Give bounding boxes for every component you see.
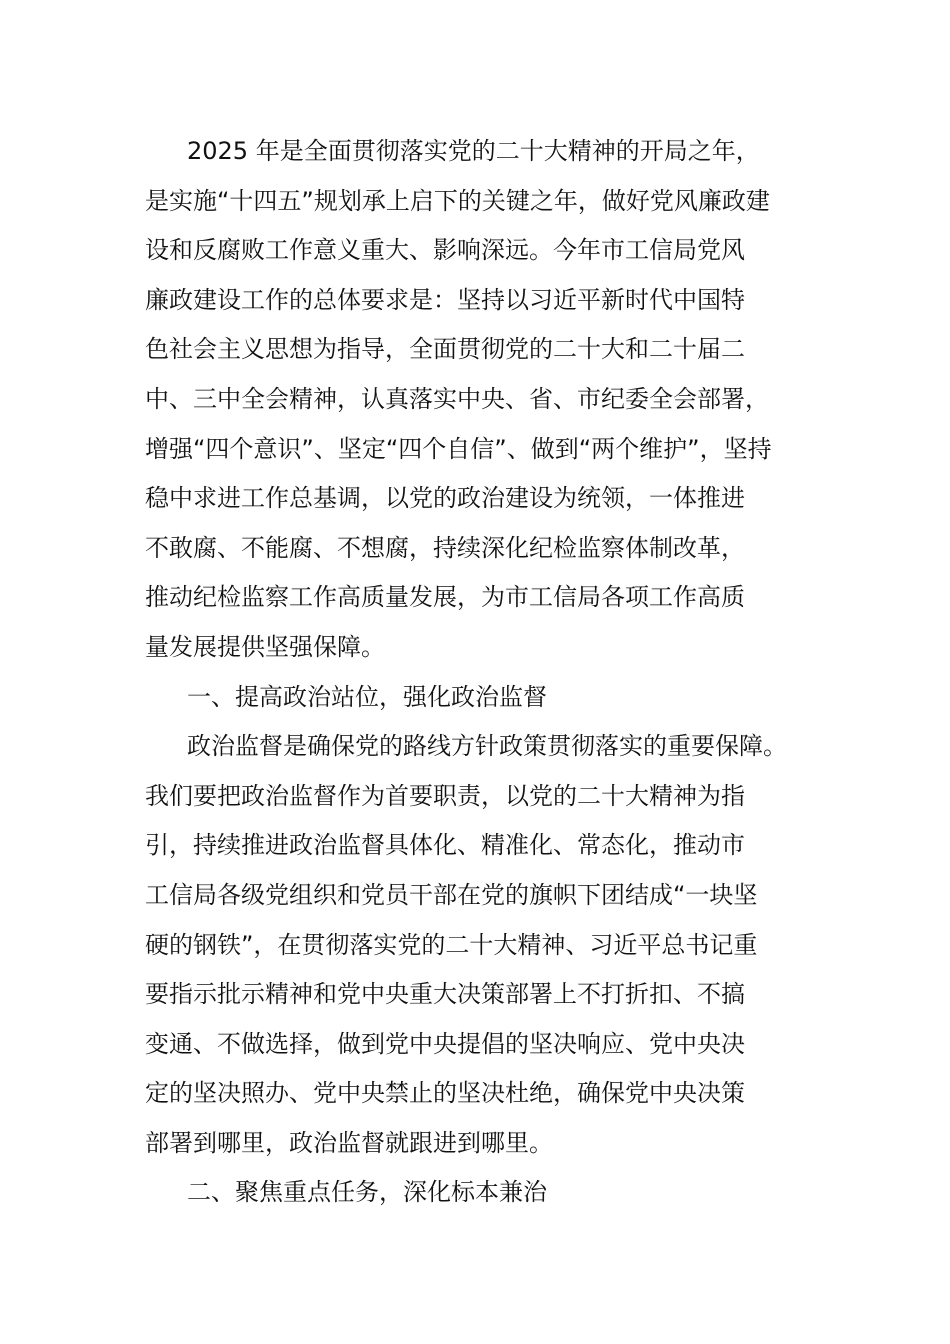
paragraph-2-line-4: 工信局各级党组织和党员干部在党的旗帜下团结成“一块坚 bbox=[145, 880, 758, 909]
paragraph-2-line-5: 硬的钢铁”，在贯彻落实党的二十大精神、习近平总书记重 bbox=[145, 930, 758, 959]
paragraph-1-line-2: 是实施“十四五”规划承上启下的关键之年，做好党风廉政建 bbox=[145, 186, 770, 215]
paragraph-2-line-9: 部署到哪里，政治监督就跟进到哪里。 bbox=[145, 1128, 553, 1157]
section-heading-2: 二、聚焦重点任务，深化标本兼治 bbox=[187, 1178, 547, 1207]
paragraph-1-line-1: 2025 年是全面贯彻落实党的二十大精神的开局之年， bbox=[187, 137, 760, 165]
paragraph-1-line-6: 中、三中全会精神，认真落实中央、省、市纪委全会部署， bbox=[145, 384, 769, 413]
paragraph-1-line-3: 设和反腐败工作意义重大、影响深远。今年市工信局党风 bbox=[145, 236, 745, 265]
paragraph-2-line-6: 要指示批示精神和党中央重大决策部署上不打折扣、不搞 bbox=[145, 980, 745, 1009]
section-heading-1: 一、提高政治站位，强化政治监督 bbox=[187, 682, 547, 711]
document-body bbox=[145, 127, 825, 1218]
paragraph-1-line-4: 廉政建设工作的总体要求是：坚持以习近平新时代中国特 bbox=[145, 285, 745, 314]
paragraph-2-line-3: 引，持续推进政治监督具体化、精准化、常态化，推动市 bbox=[145, 831, 745, 860]
paragraph-1-line-9: 不敢腐、不能腐、不想腐，持续深化纪检监察体制改革， bbox=[145, 533, 745, 562]
paragraph-2-line-1: 政治监督是确保党的路线方针政策贯彻落实的重要保障。 bbox=[187, 732, 787, 761]
paragraph-2-line-8: 定的坚决照办、党中央禁止的坚决杜绝，确保党中央决策 bbox=[145, 1079, 745, 1108]
paragraph-1-line-10: 推动纪检监察工作高质量发展，为市工信局各项工作高质 bbox=[145, 583, 745, 612]
paragraph-2-line-2: 我们要把政治监督作为首要职责，以党的二十大精神为指 bbox=[145, 781, 745, 810]
paragraph-1-line-8: 稳中求进工作总基调，以党的政治建设为统领，一体推进 bbox=[145, 484, 745, 513]
paragraph-1-line-5: 色社会主义思想为指导，全面贯彻党的二十大和二十届二 bbox=[145, 335, 745, 364]
paragraph-2-line-7: 变通、不做选择，做到党中央提倡的坚决响应、党中央决 bbox=[145, 1029, 745, 1058]
paragraph-1-line-11: 量发展提供坚强保障。 bbox=[145, 632, 385, 661]
paragraph-1-line-7: 增强“四个意识”、坚定“四个自信”、做到“两个维护”，坚持 bbox=[145, 434, 772, 463]
